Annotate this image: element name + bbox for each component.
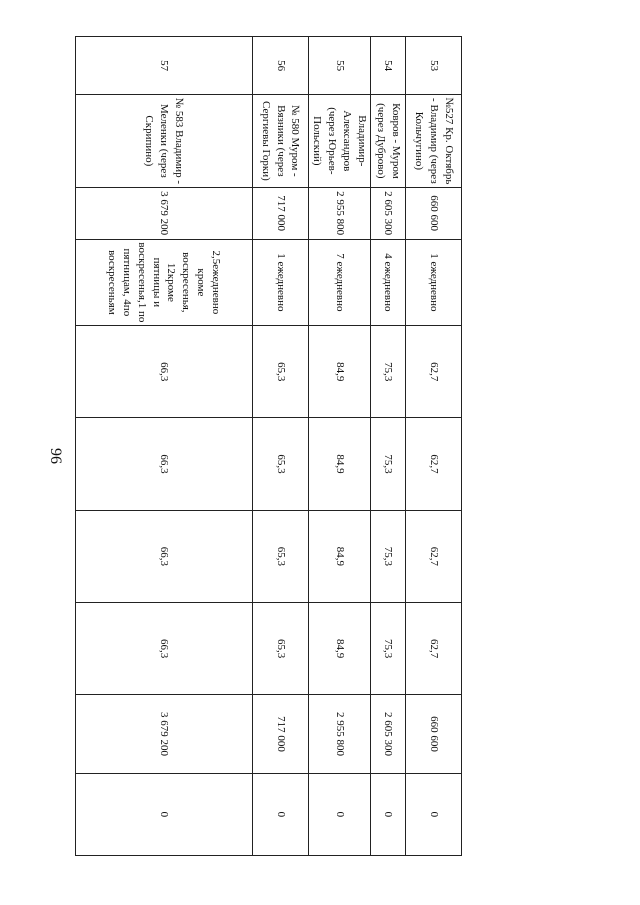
value-cell: 75,3: [371, 418, 406, 510]
value-cell: 66,3: [75, 326, 252, 418]
table-row: [252, 37, 308, 856]
row-number: 57: [75, 37, 252, 95]
value-cell: 65,3: [252, 326, 308, 418]
route-volume: 2 605 300: [371, 187, 406, 239]
zero-cell: 0: [308, 773, 370, 855]
route-frequency: 4 ежедневно: [371, 239, 406, 325]
sum-cell: 660 600: [406, 695, 462, 773]
row-number: 55: [308, 37, 370, 95]
value-cell: 66,3: [75, 603, 252, 695]
value-cell: 62,7: [406, 418, 462, 510]
value-cell: 62,7: [406, 326, 462, 418]
value-cell: 65,3: [252, 510, 308, 602]
value-cell: 66,3: [75, 510, 252, 602]
row-number: 56: [252, 37, 308, 95]
page-number: 96: [47, 448, 64, 464]
table-row: [75, 37, 252, 856]
value-cell: 75,3: [371, 603, 406, 695]
zero-cell: 0: [406, 773, 462, 855]
value-cell: 75,3: [371, 326, 406, 418]
route-volume: 2 955 800: [308, 187, 370, 239]
row-number: 54: [371, 37, 406, 95]
value-cell: 84,9: [308, 603, 370, 695]
value-cell: 84,9: [308, 510, 370, 602]
value-cell: 65,3: [252, 603, 308, 695]
row-number: 53: [406, 37, 462, 95]
route-name: №527 Кр. Октябрь - Владимир (через Кольчугино): [406, 95, 462, 187]
table-row: [371, 37, 406, 856]
zero-cell: 0: [75, 773, 252, 855]
route-volume: 660 600: [406, 187, 462, 239]
value-cell: 62,7: [406, 603, 462, 695]
value-cell: 65,3: [252, 418, 308, 510]
route-frequency: 1 ежедневно: [252, 239, 308, 325]
value-cell: 75,3: [371, 510, 406, 602]
table-row: [308, 37, 370, 856]
table-wrapper: [82, 36, 462, 856]
table-row: [406, 37, 462, 856]
route-volume: 3 679 200: [75, 187, 252, 239]
value-cell: 84,9: [308, 326, 370, 418]
route-volume: 717 000: [252, 187, 308, 239]
sum-cell: 2 605 300: [371, 695, 406, 773]
sum-cell: 3 679 200: [75, 695, 252, 773]
route-frequency: 7 ежедневно: [308, 239, 370, 325]
value-cell: 84,9: [308, 418, 370, 510]
route-name: № 580 Муром - Вязники (через Сергиевы Горки): [252, 95, 308, 187]
zero-cell: 0: [371, 773, 406, 855]
route-name: Владимир-Александров (через Юрьев-Польский): [308, 95, 370, 187]
route-frequency: 1 ежедневно: [406, 239, 462, 325]
route-name: № 583 Владимир - Меленки (через Скрипино): [75, 95, 252, 187]
zero-cell: 0: [252, 773, 308, 855]
routes-table: [75, 36, 462, 856]
sum-cell: 717 000: [252, 695, 308, 773]
value-cell: 62,7: [406, 510, 462, 602]
route-name: Ковров - Муром (через Дуброво): [371, 95, 406, 187]
route-frequency: 2,5ежедневно кроме воскресенья, 12кроме пятницы и воскресенья,1 по пятницам, 4по воскресеньям: [75, 239, 252, 325]
value-cell: 66,3: [75, 418, 252, 510]
sum-cell: 2 955 800: [308, 695, 370, 773]
